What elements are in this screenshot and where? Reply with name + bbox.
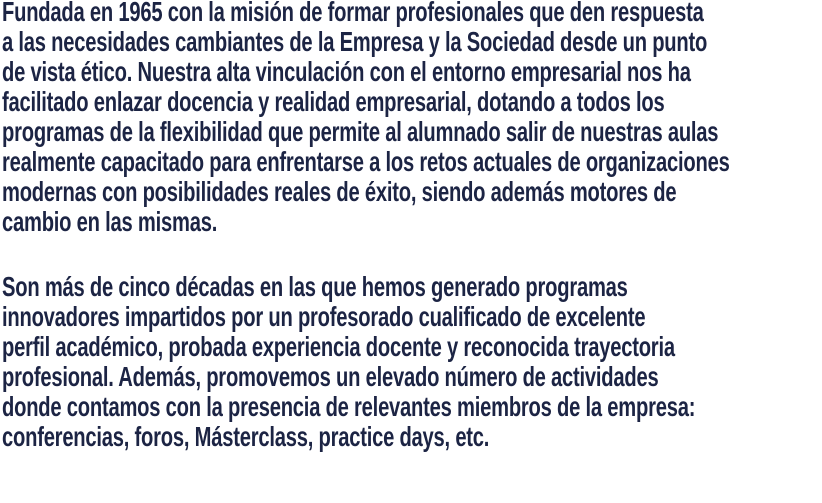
text-line: de vista ético. Nuestra alta vinculación con el entorno empresarial nos ha: [2, 56, 691, 87]
text-line: donde contamos con la presencia de relevantes miembros de la empresa:: [2, 391, 696, 422]
text-line: Fundada en 1965 con la misión de formar profesionales que den respuesta: [2, 0, 704, 27]
text-line: facilitado enlazar docencia y realidad empresarial, dotando a todos los: [2, 86, 665, 117]
text-line: cambio en las mismas.: [2, 206, 218, 237]
about-text-block: [2, 0, 730, 452]
text-line: modernas con posibilidades reales de éxito, siendo además motores de: [2, 176, 677, 207]
paragraph-decades-of-programs: [2, 272, 730, 452]
text-line: a las necesidades cambiantes de la Empresa y la Sociedad desde un punto: [2, 26, 708, 57]
text-line: conferencias, foros, Másterclass, practice days, etc.: [2, 421, 490, 452]
paragraph-founding-mission: [2, 0, 730, 237]
text-line: profesional. Además, promovemos un elevado número de actividades: [2, 361, 659, 392]
text-line: programas de la flexibilidad que permite al alumnado salir de nuestras aulas: [2, 116, 719, 147]
text-line: innovadores impartidos por un profesorado cualificado de excelente: [2, 301, 646, 332]
text-line: realmente capacitado para enfrentarse a los retos actuales de organizaciones: [2, 146, 730, 177]
text-line: Son más de cinco décadas en las que hemos generado programas: [2, 271, 628, 302]
text-line: perfil académico, probada experiencia docente y reconocida trayectoria: [2, 331, 675, 362]
